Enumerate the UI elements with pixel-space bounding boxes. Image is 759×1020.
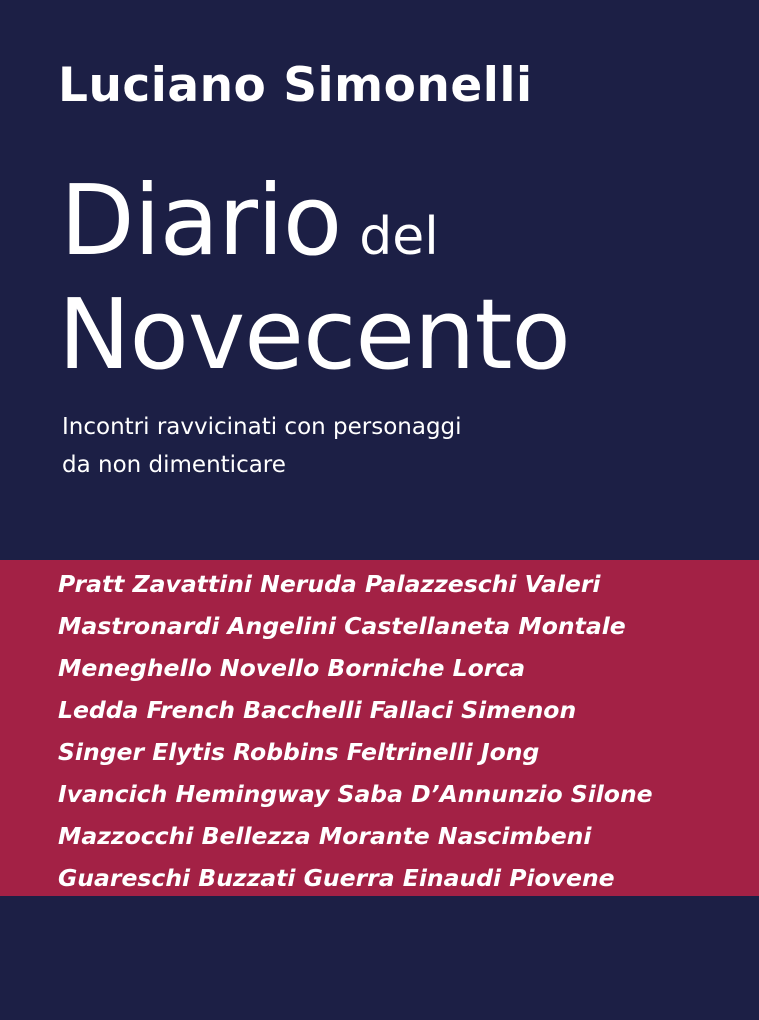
subtitle — [62, 408, 462, 484]
title-line-1 — [60, 164, 439, 277]
title-word-diario: Diario — [60, 164, 342, 277]
names-line: Ledda French Bacchelli Fallaci Simenon — [58, 696, 577, 724]
subtitle-line: Incontri ravvicinati con personaggi — [62, 414, 462, 440]
names-list — [58, 563, 653, 899]
subtitle-line: da non dimenticare — [62, 452, 286, 478]
names-line: Ivancich Hemingway Saba D’Annunzio Silone — [58, 780, 653, 808]
title-line-2: Novecento — [58, 278, 570, 391]
names-line: Singer Elytis Robbins Feltrinelli Jong — [58, 738, 540, 766]
names-line: Meneghello Novello Borniche Lorca — [58, 654, 526, 682]
title-word-del: del — [359, 207, 439, 267]
names-line: Pratt Zavattini Neruda Palazzeschi Valeri — [58, 570, 601, 598]
author-name: Luciano Simonelli — [58, 58, 533, 113]
names-line: Mazzocchi Bellezza Morante Nascimbeni — [58, 822, 592, 850]
names-line: Guareschi Buzzati Guerra Einaudi Piovene — [58, 864, 615, 892]
names-line: Mastronardi Angelini Castellaneta Montale — [58, 612, 626, 640]
